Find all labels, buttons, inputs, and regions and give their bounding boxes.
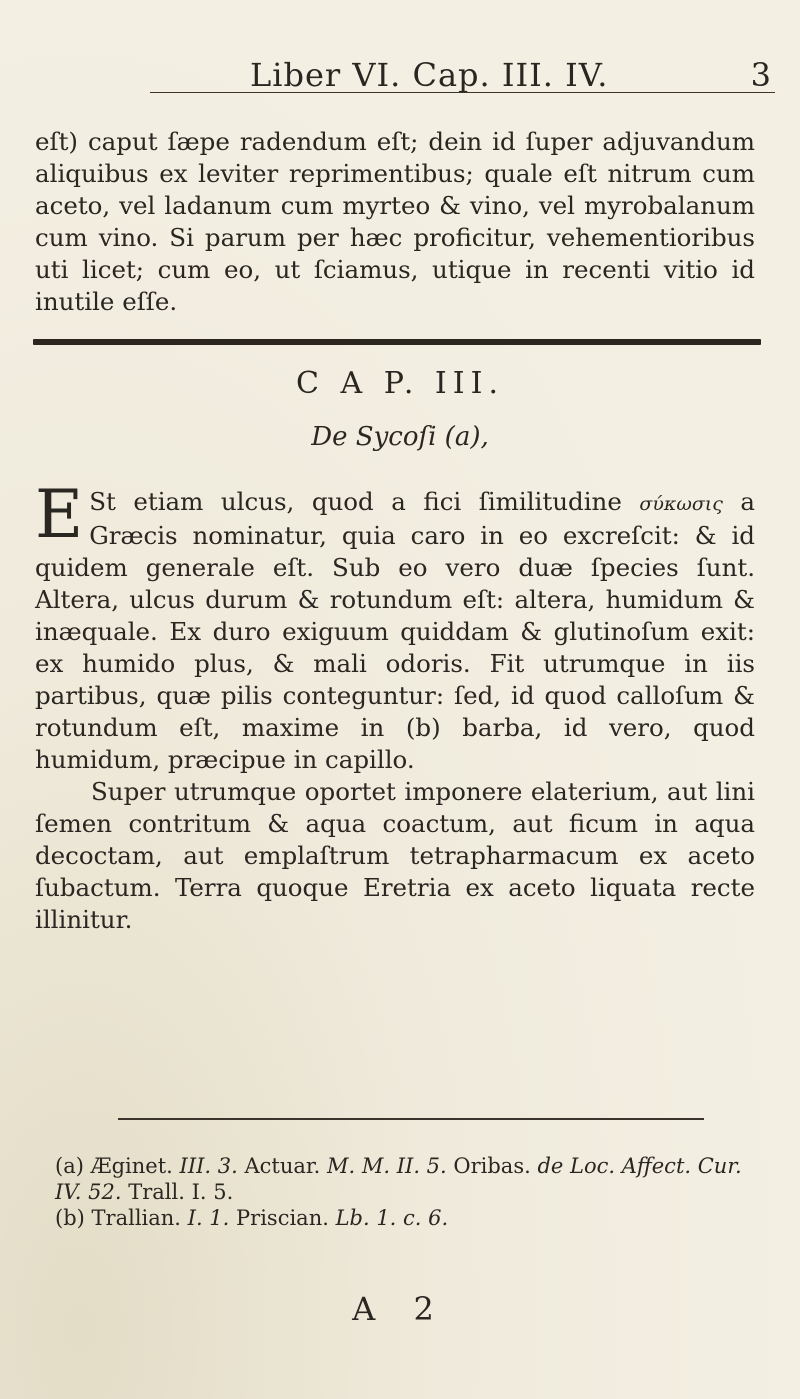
intro-paragraph [35, 126, 755, 318]
section-divider [33, 339, 761, 345]
drop-cap: E [35, 476, 84, 553]
running-header [150, 56, 800, 96]
main-text-start: etiam ulcus, quod a fici ſimilitudine [133, 487, 622, 516]
intro-text: eſt) caput ſæpe radendum eſt; dein id ſuper adjuvandum aliquibus ex leviter reprimentibus; quale eſt nitrum cum aceto, vel ladanum cum myrteo & vino, vel myrobalanum cum vino. Si parum per hæc proficitur, vehementioribus uti licet; cum eo, ut ſciamus, utique in recenti vitio id inutile eſſe. [35, 127, 755, 316]
footnote-a-ref-1: III. 3. [179, 1154, 238, 1178]
greek-term: σύκωσις [639, 493, 723, 515]
page-number: 3 [750, 56, 772, 94]
footnote-b-ref-2: Lb. 1. c. 6. [335, 1206, 449, 1230]
main-text-block [35, 476, 756, 936]
chapter-subtitle: De Sycoſi (a), [311, 422, 489, 452]
footnote-b-marker: (b) [55, 1206, 85, 1230]
footnote-a-ref-4: I. 5. [191, 1180, 234, 1204]
chapter-heading: C A P. III. [296, 366, 504, 401]
footnote-a-marker: (a) [55, 1154, 84, 1178]
signature-mark: A 2 [352, 1290, 448, 1328]
footnote-a-source-2: Actuar. [244, 1154, 321, 1178]
footnote-b-source-1: Trallian. [91, 1206, 181, 1230]
lead-word: St [89, 487, 116, 516]
footnote-a-ref-3: de Loc. Affect. Cur. IV. 52. [55, 1154, 742, 1204]
running-title: Liber VI. Cap. III. IV. [250, 56, 609, 94]
footnotes [55, 1153, 765, 1231]
main-paragraph [35, 476, 756, 776]
main-text-rest: a Græcis nominatur, quia caro in eo excreſcit: & id quidem generale eſt. Sub eo vero duæ ſpecies ſunt. Altera, ulcus durum & rotundum eſt: altera, humidum & inæquale. Ex duro exiguum quiddam & glutinoſum exit: ex humido plus, & mali odoris. Fit utrumque in iis partibus, quæ pilis conteguntur: ſed, id quod calloſum & rotundum eſt, maxime in (b) barba, id vero, quod humidum, præcipue in capillo. [35, 487, 756, 774]
footnote-a-source-3: Oribas. [453, 1154, 531, 1178]
footnote-a [55, 1153, 765, 1205]
second-paragraph: Super utrumque oportet imponere elaterium, aut lini ſemen contritum & aqua coactum, aut ficum in aqua decoctam, aut emplaſtrum tetrapharmacum ex aceto ſubactum. Terra quoque Eretria ex aceto liquata recte illinitur. [35, 777, 755, 934]
footnote-b-ref-1: I. 1. [187, 1206, 230, 1230]
header-rule [150, 92, 775, 93]
footnote-b-source-2: Priscian. [236, 1206, 329, 1230]
footnote-a-source-4: Trall. [128, 1180, 185, 1204]
footnote-rule [118, 1118, 704, 1120]
footnote-b [55, 1205, 765, 1231]
footnote-a-source-1: Æginet. [90, 1154, 173, 1178]
footnote-a-ref-2: M. M. II. 5. [327, 1154, 447, 1178]
